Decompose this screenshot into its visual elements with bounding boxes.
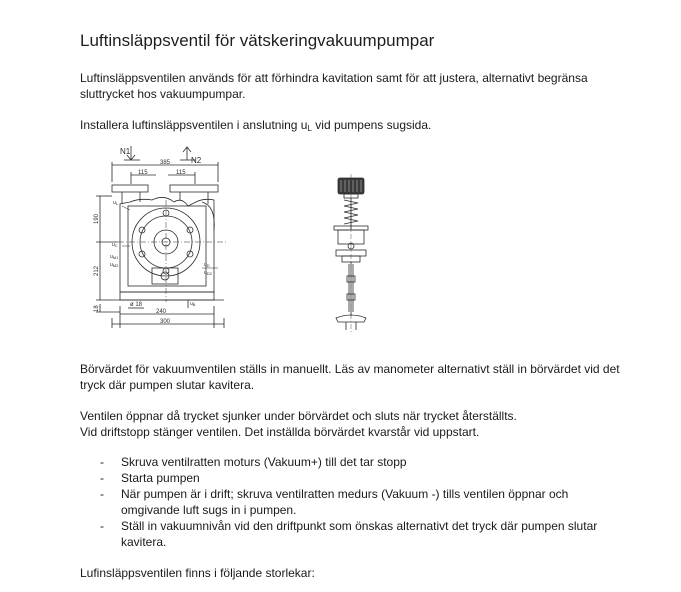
- port-um2-label: $u_{M2}$: [110, 262, 119, 268]
- intro-paragraph: Luftinsläppsventilen används för att förhindra kavitation samt för att justera, alternativt begränsa sluttrycket hos vakuumpumpar.: [80, 71, 588, 101]
- bullet-dash: -: [100, 487, 104, 501]
- step-text: När pumpen är i drift; skruva ventilratten medurs (Vakuum -) tills ventilen öppnar och omgivande luft sugs in i pumpen.: [121, 487, 569, 517]
- dim-300: 300: [160, 319, 171, 325]
- install-text-post: vid pumpens sugsida.: [311, 118, 432, 132]
- list-item: [80, 454, 600, 470]
- dim-190: 190: [94, 213, 100, 224]
- steps-list: [80, 454, 600, 550]
- valve-line-1: Ventilen öppnar då trycket sjunker under börvärdet och sluts när trycket återställts.: [80, 409, 517, 423]
- valve-drawing: [320, 172, 382, 334]
- setpoint-paragraph: Börvärdet för vakuumventilen ställs in manuellt. Läs av manometer alternativt ställ in börvärdet vid det tryck där pumpen slutar kavitera.: [80, 362, 620, 392]
- install-subscript: L: [307, 124, 312, 133]
- n2-label: N2: [191, 156, 202, 165]
- document-title: Luftinsläppsventil för vätskeringvakuumpumpar: [80, 31, 435, 50]
- port-ud-label: $u_D$: [204, 262, 210, 268]
- port-um1-label: $u_{M1}$: [110, 254, 119, 260]
- valve-paragraph: [80, 408, 620, 440]
- n1-label: N1: [120, 147, 131, 156]
- dim-115-left: 115: [138, 170, 148, 176]
- dim-115-right: 115: [176, 170, 186, 176]
- port-ub-label: $u_B$: [190, 301, 196, 307]
- install-text-pre: Installera luftinsläppsventilen i anslutning u: [80, 118, 308, 132]
- dim-240: 240: [156, 309, 167, 315]
- bullet-dash: -: [100, 471, 104, 485]
- dim-18: 18: [94, 305, 100, 312]
- port-ul-label: $u_L$: [113, 200, 119, 206]
- step-text: Ställ in vakuumnivån vid den driftpunkt som önskas alternativt det tryck där pumpen slutar kavitera.: [121, 519, 598, 549]
- valve-line-2: Vid driftstopp stänger ventilen. Det inställda börvärdet kvarstår vid uppstart.: [80, 425, 480, 439]
- port-uc-label: $u_C$: [112, 242, 118, 248]
- install-paragraph: [80, 117, 620, 137]
- bullet-dash: -: [100, 519, 104, 533]
- bullet-dash: -: [100, 455, 104, 469]
- list-item: [80, 486, 600, 518]
- list-item: [80, 518, 600, 550]
- dim-385: 385: [160, 160, 171, 166]
- pump-dimension-drawing: [84, 142, 259, 338]
- step-text: Starta pumpen: [121, 471, 200, 485]
- list-item: [80, 470, 600, 486]
- dim-212: 212: [94, 265, 100, 276]
- sizes-intro-paragraph: Lufinsläppsventilen finns i följande storlekar:: [80, 566, 315, 580]
- step-text: Skruva ventilratten moturs (Vakuum+) till det tar stopp: [121, 455, 407, 469]
- port-ud2-label: $u_{D2}$: [204, 270, 212, 276]
- dim-phi-18: ø 18: [130, 302, 143, 308]
